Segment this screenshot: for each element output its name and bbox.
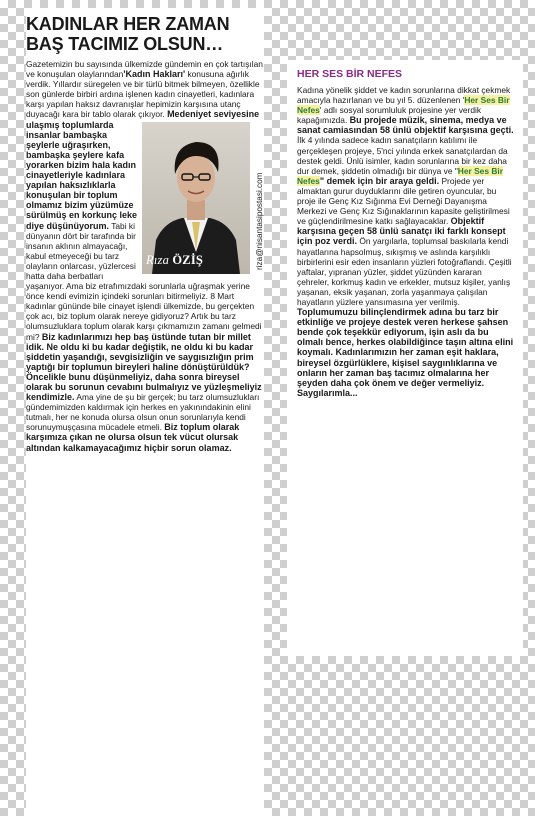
editorial-text: Ama yine de şu bir gerçek; bu tarz olumsuzlukları gündemimizden kaldırmak için herkes en yakınındakinin elini tutmalı, her ne konuda olursa olsun onun sorunlarıyla kendi sorunuymuşçasına mücadele etmeli. [26,392,260,433]
project-text: Ön yargılarla, toplumsal baskılarla kendi hayatlarına hapsolmuş, sıkışmış ve aslında karşılıklı birbirlerini esir eden insanların yüzleri fotoğraflandı. Çeşitli yaftalar, yıpranan yüzler, şiddet yüzünden kararan çehreler, korkmuş kadın ve erkekler, mutsuz kişiler, yanlış yaşanan, eksik yaşanan, zorla yaşanmaya çalışılan hayatların yüzlere yansımasına yer verilmiş. [297,236,512,307]
photo-caption [146,253,204,268]
kadin-haklari-term: 'Kadın Hakları' [123,69,186,80]
editorial-bold-text: Biz toplum olarak karşımıza çıkan ne olursa olsun tek vücut olursak altından kalkamayacağımız hiçbir sorun olamaz. [26,422,240,453]
author-photo [142,122,264,274]
author-first-name: Rıza [146,253,170,268]
editorial-body [26,59,264,453]
editorial-text: Tabi ki dünyanın dört bir tarafında bir insanın aklının almayacağı, kabul etmeyeceği bu tarz olayların onlarcası, yüzlercesi hatta daha berbatları yaşanıyor. Ama biz etrafımızdaki sorunlarla uğraşmak yerine önce kendi evimizin içindeki sorunları bitirmeliyiz. 8 Mart kadınlar gününde bile cinayet işlendi ülkemizde, bu gerçekten çok acı, biz toplum olarak nereye gidiyoruz? Artık bu tarz olumsuzluklara toplum olarak karşı çıkmamızın zamanı gelmedi mi? [26,220,262,342]
project-name-highlight: Her Ses Bir Nefes [297,165,503,186]
editorial-bold-text: Biz kadınlarımızı hep baş üstünde tutan bir millet idik. Ne oldu ki bu kadar değiştik, ne oldu ki bu kadar şiddetin yaşandığı, sevgisizliğin ve saygısızlığın prim yaptığı bir toplumun bireyleri haline dönüştürüldük? Öncelikle bunu düşünmeliyiz, daha sonra bireysel olarak bu sorunun cevabını bulmalıyız ve yüzleşmeliyiz kendimizle. [26,331,262,403]
project-name-highlight: Her Ses Bir Nefes [297,95,510,116]
editorial-text: Gazetemizin bu sayısında ülkemizde gündemin en çok tartışılan ve konuşulan olaylarından [26,59,263,80]
author-last-name: ÖZİŞ [172,253,204,268]
author-email: riza@nisantasipostasi.com [255,172,264,270]
project-bold-text: Bu projede müzik, sinema, medya ve sanat camiasından 58 ünlü objektif karşısına geçti. [297,115,514,136]
project-body [297,85,515,398]
headline-line-1: KADINLAR HER ZAMAN [26,14,230,34]
editorial-text: konusuna ağırlık verdik. Yıllardır süregelen ve bir türlü bitmek bilmeyen, özellikle son günlerde birbiri ardına işlenen kadın cinayetleri, kadınlara karşı yapılan haksız davranışlar hepimizin karşısına utanç duyacağı kara bir tablo olarak çıkıyor. [26,69,260,120]
project-bold-text: Toplumumuzu bilinçlendirmek adına bu tarz bir etkinliğe ve projeye destek veren herkese şahsen bende çok teşekkür ediyorum, işin aslı da bu olmalı bence, herkes olabildiğince taşın altına elini koymalı. Kadınlarımızın her zaman eşit haklara, bireysel özgürlüklere, kişisel saygınlıklarına ve onların her zaman baş tacımız olmalarına her şeyden daha çok önem ve değer vermeliyiz. [297,307,514,388]
project-column [287,60,523,656]
editorial-column [26,8,264,816]
project-bold-text: " demek için bir araya geldi. [319,175,440,186]
headline [26,14,264,54]
section-title: HER SES BİR NEFES [297,68,403,80]
project-bold-text: Objektif karşısına geçen 58 ünlü sanatçı iki farklı konsept için poz verdi. [297,216,506,247]
editorial-bold-text: Medeniyet seviyesine ulaşmış toplumlarda insanlar bambaşka şeylerle uğraşırken, bambaşka şeylere kafa yorarken bizim hala kadın cinayetleriyle kadınlara yapılan haksızlıklarla konuşulan bir toplum olmamız bizim yüzümüze sürülmüş en korkunç leke diye düşünüyorum. [26,109,260,231]
headline-line-2: BAŞ TACIMIZ OLSUN… [26,34,224,54]
project-text: İlk 4 yılında sadece kadın sanatçıların katılımı ile gerçekleşen projeye, 5'nci yılında erkek sanatçılardan da destek geldi. Ünlü isimler, kadın sorunlarına bir kez daha dur demek, şiddetin olmadığı bir dünya ve " [297,135,508,176]
project-text: Projede yer almaktan gurur duyduklarını dile getiren oyuncular, bu proje ile Genç Kız Sığınma Evi Derneği Dayanışma Merkezi ve Genç Kız Sığınaklarının kapasite geliştirilmesi ve güçlendirilmesine katkı sağlayacaklar. [297,175,510,227]
project-text: Kadına yönelik şiddet ve kadın sorunlarına dikkat çekmek amacıyla hazırlanan ve bu yıl 5. düzenlenen ' [297,85,511,106]
portrait-image [142,122,250,274]
signoff: Saygılarımla... [297,387,358,398]
project-text: ' adlı sosyal sorumluluk projesine yer verdik kapağımızda. [297,105,482,126]
